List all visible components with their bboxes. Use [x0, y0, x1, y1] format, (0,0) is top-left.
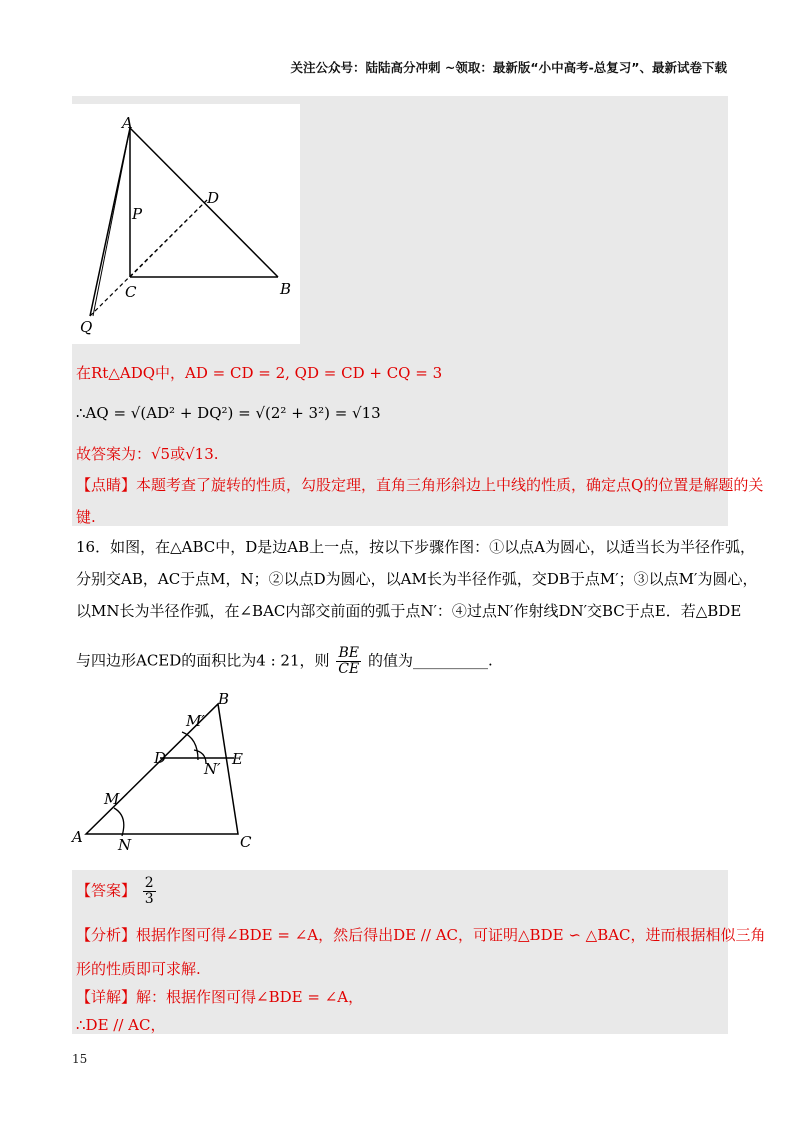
page-number: 15 — [72, 1052, 88, 1066]
fenxi-continuation: 形的性质即可求解. — [76, 960, 201, 978]
dianjing-text: 本题考查了旋转的性质，勾股定理，直角三角形斜边上中线的性质，确定点Q的位置是解题的关 — [136, 476, 764, 494]
figure-15 — [72, 104, 300, 344]
solution-15-line1: 在Rt△ADQ中，AD = CD = 2, QD = CD + CQ = 3 — [76, 364, 443, 382]
figure-15-diagram — [72, 104, 300, 344]
fig16-label-M1: M′ — [186, 712, 205, 730]
answer-tag: 【答案】 — [76, 881, 137, 900]
page-header: 关注公众号：陆陆高分冲刺 ~领取：最新版“小中高考-总复习”、最新试卷下载 — [290, 60, 727, 75]
q16-line2: 分别交AB，AC于点M，N；②以点D为圆心，以AM长为半径作弧，交DB于点M′；③以点M′为圆心， — [76, 570, 758, 588]
q16-fraction-den: CE — [338, 661, 360, 677]
label-P: P — [132, 205, 143, 223]
xiangjie-text: 解：根据作图可得∠BDE = ∠A， — [136, 988, 364, 1006]
label-A: A — [122, 114, 133, 132]
fig16-label-C: C — [240, 833, 252, 851]
dianjing-tag: 【点睛】 — [76, 476, 137, 494]
q16-fraction-num: BE — [336, 646, 361, 662]
label-Q: Q — [80, 318, 93, 336]
fig16-label-M: M — [104, 790, 120, 808]
figure-16-diagram — [66, 686, 276, 856]
q16-line4-post: 的值为__________. — [368, 651, 493, 670]
figure-16 — [66, 686, 276, 856]
label-C: C — [125, 283, 137, 301]
label-B: B — [280, 280, 292, 298]
therefore-line: ∴DE // AC， — [76, 1016, 166, 1034]
xiangjie-tag: 【详解】 — [76, 988, 137, 1006]
fig16-label-D: D — [154, 749, 167, 767]
answer-fraction-den: 3 — [144, 891, 154, 907]
solution-16-block — [72, 870, 728, 1034]
xiangjie-line — [76, 986, 363, 1007]
dianjing-line — [76, 474, 763, 495]
answer-line — [76, 876, 158, 907]
solution-15-line3: 故答案为：√5或√13. — [76, 445, 219, 463]
fenxi-text: 根据作图可得∠BDE = ∠A，然后得出DE // AC，可证明△BDE ∽ △BAC，进而根据相似三角 — [136, 926, 766, 944]
fig16-label-A: A — [72, 828, 83, 846]
fenxi-line — [76, 924, 766, 945]
q16-line3: 以MN长为半径作弧，在∠BAC内部交前面的弧于点N′：④过点N′作射线DN′交BC于点E．若△BDE — [76, 602, 742, 620]
q16-line4-pre: 与四边形ACED的面积比为4 : 21，则 — [76, 651, 330, 670]
fenxi-tag: 【分析】 — [76, 926, 137, 944]
q16-fraction — [336, 646, 361, 677]
label-D: D — [207, 189, 220, 207]
q16-line1: 16．如图，在△ABC中，D是边AB上一点，按以下步骤作图：①以点A为圆心，以适当长为半径作弧， — [76, 538, 755, 556]
fig16-label-N1: N′ — [204, 760, 221, 778]
solution-15-line2: ∴AQ = √(AD² + DQ²) = √(2² + 3²) = √13 — [76, 404, 381, 422]
answer-fraction-num: 2 — [144, 875, 154, 891]
answer-fraction — [143, 876, 156, 907]
q16-line4 — [76, 646, 493, 677]
fig16-label-B: B — [218, 690, 230, 708]
dianjing-continuation: 键. — [76, 508, 96, 526]
fig16-label-E: E — [232, 750, 243, 768]
fig16-label-N: N — [118, 836, 132, 854]
